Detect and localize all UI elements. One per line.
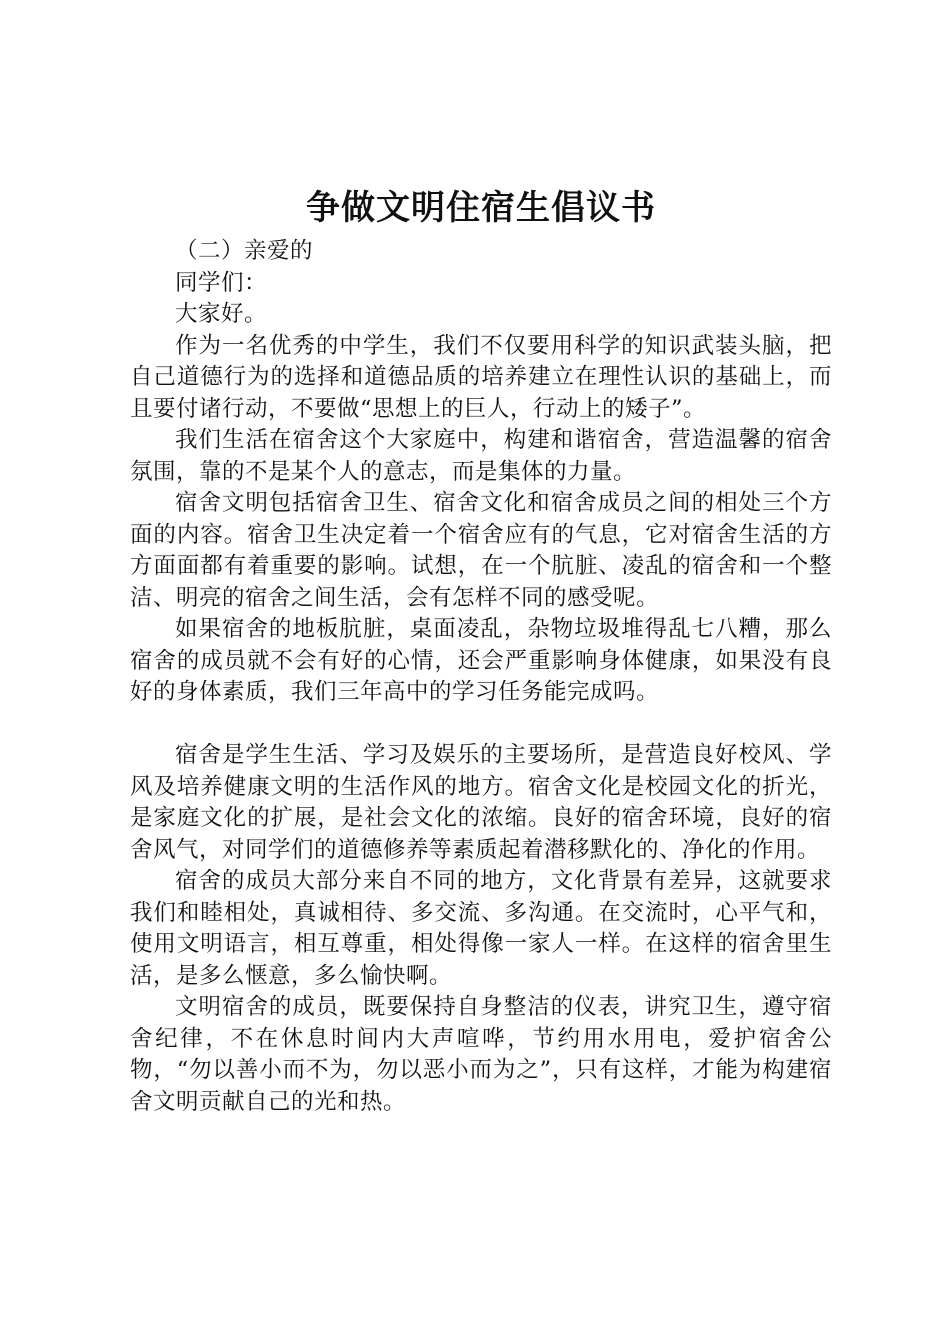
salutation: 同学们： (175, 269, 268, 296)
paragraph-3: 宿舍文明包括宿舍卫生、宿舍文化和宿舍成员之间的相处三个方面的内容。宿舍卫生决定着一个宿舍应有的气息，它对宿舍生活的方方面面都有着重要的影响。试想，在一个肮脏、凌乱的宿舍和一个整洁、明亮的宿舍之间生活，会有怎样不同的感受呢。 (130, 490, 832, 611)
paragraph-4: 如果宿舍的地板肮脏，桌面凌乱，杂物垃圾堆得乱七八糟，那么宿舍的成员就不会有好的心情，还会严重影响身体健康，如果没有良好的身体素质，我们三年高中的学习任务能完成吗。 (130, 616, 832, 705)
paragraph-7: 文明宿舍的成员，既要保持自身整洁的仪表，讲究卫生，遵守宿舍纪律，不在休息时间内大声喧哗，节约用水用电，爱护宿舍公物，“勿以善小而不为，勿以恶小而为之”，只有这样，才能为构建宿舍文明贡献自己的光和热。 (130, 994, 832, 1115)
salutation-prefix: （二）亲爱的 (175, 238, 314, 264)
paragraph-1: 作为一名优秀的中学生，我们不仅要用科学的知识武装头脑，把自己道德行为的选择和道德品质的培养建立在理性认识的基础上，而且要付诸行动，不要做“思想上的巨人，行动上的矮子”。 (130, 332, 832, 422)
document-title: 争做文明住宿生倡议书 (306, 188, 656, 228)
document-body (130, 236, 832, 1118)
greeting: 大家好。 (175, 301, 268, 327)
paragraph-6: 宿舍的成员大部分来自不同的地方，文化背景有差异，这就要求我们和睦相处，真诚相待、多交流、多沟通。在交流时，心平气和，使用文明语言，相互尊重，相处得像一家人一样。在这样的宿舍里生活，是多么惬意，多么愉快啊。 (130, 868, 832, 989)
paragraph-5: 宿舍是学生生活、学习及娱乐的主要场所，是营造良好校风、学风及培养健康文明的生活作风的地方。宿舍文化是校园文化的折光，是家庭文化的扩展，是社会文化的浓缩。良好的宿舍环境，良好的宿舍风气，对同学们的道德修养等素质起着潜移默化的、净化的作用。 (130, 742, 832, 863)
paragraph-2: 我们生活在宿舍这个大家庭中，构建和谐宿舍，营造温馨的宿舍氛围，靠的不是某个人的意志，而是集体的力量。 (130, 427, 832, 485)
